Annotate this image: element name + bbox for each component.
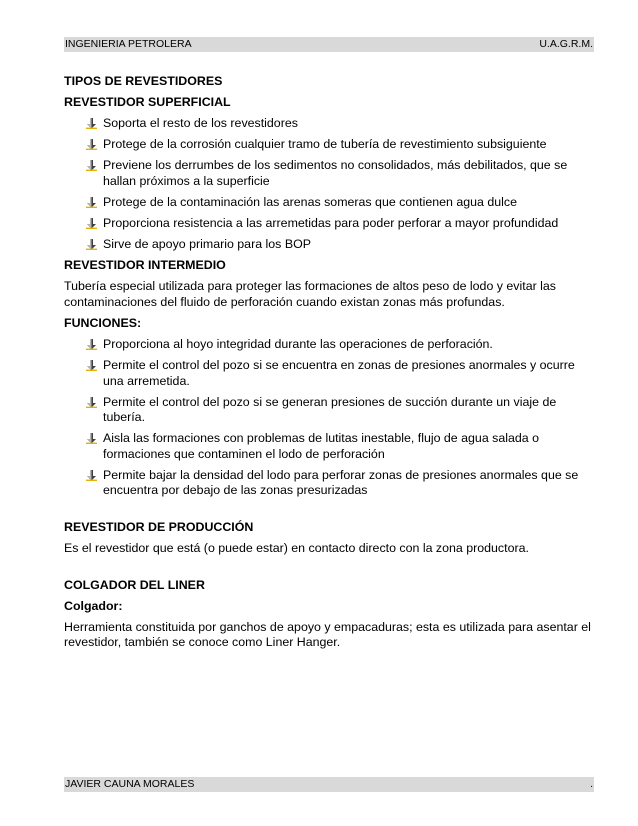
header-left-text: INGENIERIA PETROLERA bbox=[65, 38, 192, 50]
list-item bbox=[64, 468, 596, 499]
arrow-bullet-icon bbox=[86, 360, 97, 371]
list-item bbox=[64, 158, 596, 189]
arrow-bullet-icon bbox=[86, 397, 97, 408]
list-item bbox=[64, 395, 596, 426]
list-item bbox=[64, 116, 596, 132]
header-right-text: U.A.G.R.M. bbox=[539, 38, 593, 50]
section-heading-superficial: REVESTIDOR SUPERFICIAL bbox=[64, 95, 231, 110]
list-item bbox=[64, 431, 596, 462]
section-heading-produccion: REVESTIDOR DE PRODUCCIÓN bbox=[64, 520, 254, 534]
list-item-text: Proporciona resistencia a las arremetidas para poder perforar a mayor profundidad bbox=[103, 216, 559, 231]
arrow-bullet-icon bbox=[86, 139, 97, 150]
section-heading-liner: COLGADOR DEL LINER bbox=[64, 577, 205, 592]
list-item bbox=[64, 237, 596, 253]
list-item-text: Permite bajar la densidad del lodo para perforar zonas de presiones anormales que se encuentra por debajo de las zonas presurizadas bbox=[103, 467, 579, 498]
section-heading-funciones: FUNCIONES: bbox=[64, 315, 142, 330]
superficial-list bbox=[64, 116, 596, 252]
intermedio-paragraph: Tubería especial utilizada para proteger las formaciones de altos peso de lodo y evitar las contaminaciones del fluido de perforación cuando existan zonas más profundas. bbox=[64, 279, 557, 309]
list-item-text: Permite el control del pozo si se generan presiones de succión durante un viaje de tubería. bbox=[103, 394, 557, 425]
arrow-bullet-icon bbox=[86, 197, 97, 208]
list-item bbox=[64, 358, 596, 389]
list-item-text: Protege de la contaminación las arenas someras que contienen agua dulce bbox=[103, 194, 517, 209]
liner-subheading: Colgador: bbox=[64, 598, 123, 613]
arrow-bullet-icon bbox=[86, 470, 97, 481]
list-item bbox=[64, 137, 596, 153]
list-item-text: Soporta el resto de los revestidores bbox=[103, 116, 298, 131]
arrow-bullet-icon bbox=[86, 218, 97, 229]
list-item bbox=[64, 337, 596, 353]
page-header bbox=[64, 37, 594, 52]
section-heading-intermedio: REVESTIDOR INTERMEDIO bbox=[64, 258, 226, 273]
arrow-bullet-icon bbox=[86, 433, 97, 444]
list-item bbox=[64, 195, 596, 211]
arrow-bullet-icon bbox=[86, 239, 97, 250]
spacer bbox=[64, 562, 596, 578]
funciones-list bbox=[64, 337, 596, 499]
footer-left-text: JAVIER CAUNA MORALES bbox=[65, 778, 195, 790]
list-item-text: Proporciona al hoyo integridad durante las operaciones de perforación. bbox=[103, 337, 493, 352]
arrow-bullet-icon bbox=[86, 339, 97, 350]
document-body bbox=[64, 74, 596, 656]
list-item-text: Aisla las formaciones con problemas de lutitas inestable, flujo de agua salada o formaciones que contaminen el lodo de perforación bbox=[103, 431, 539, 461]
list-item-text: Sirve de apoyo primario para los BOP bbox=[103, 237, 311, 252]
document-title: TIPOS DE REVESTIDORES bbox=[64, 74, 223, 88]
list-item-text: Previene los derrumbes de los sedimentos no consolidados, más debilitados, que se hallan próximos a la superficie bbox=[103, 158, 568, 188]
arrow-bullet-icon bbox=[86, 160, 97, 171]
list-item bbox=[64, 216, 596, 232]
produccion-paragraph: Es el revestidor que está (o puede estar) en contacto directo con la zona productora. bbox=[64, 541, 529, 556]
list-item-text: Permite el control del pozo si se encuentra en zonas de presiones anormales y ocurre una arremetida. bbox=[103, 358, 575, 388]
spacer bbox=[64, 505, 596, 521]
page-footer bbox=[64, 777, 594, 792]
list-item-text: Protege de la corrosión cualquier tramo de tubería de revestimiento subsiguiente bbox=[103, 137, 547, 152]
arrow-bullet-icon bbox=[86, 118, 97, 129]
footer-right-text: . bbox=[590, 778, 593, 790]
liner-paragraph: Herramienta constituida por ganchos de apoyo y empacaduras; esta es utilizada para asentar el revestidor, también se conoce como Liner Hanger. bbox=[64, 619, 591, 650]
